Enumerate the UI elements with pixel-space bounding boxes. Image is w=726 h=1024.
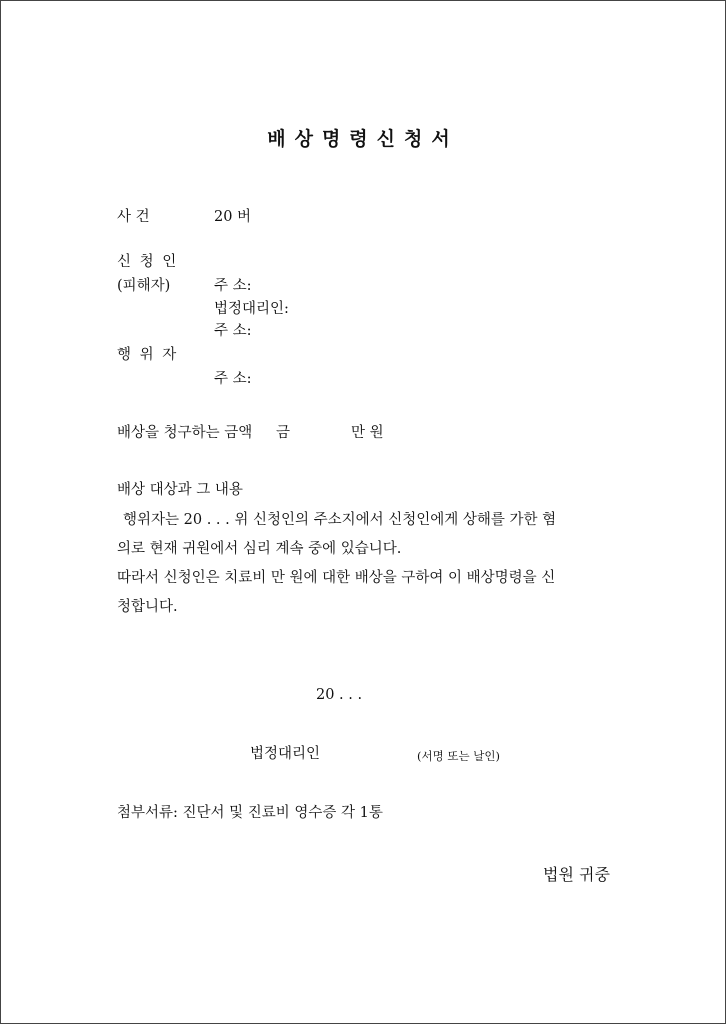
applicant-address-label: 주 소:: [214, 278, 252, 294]
subject-line-1: 행위자는 20 . . . 위 신청인의 주소지에서 신청인에게 상해를 가한 혐: [123, 512, 557, 528]
signature-label: 법정대리인: [250, 746, 321, 762]
claim-amount-prefix: 금: [276, 425, 291, 441]
court-recipient: 법원 귀중: [543, 865, 610, 884]
case-number: 20 버: [214, 209, 252, 225]
actor-address-label: 주 소:: [214, 371, 252, 387]
subject-line-2: 의로 현재 귀원에서 심리 계속 중에 있습니다.: [117, 541, 402, 557]
representative-address-label: 주 소:: [214, 323, 252, 339]
attachments-line: 첨부서류: 진단서 및 진료비 영수증 각 1통: [117, 805, 383, 821]
applicant-label: 신 청 인: [117, 254, 179, 270]
claim-amount-label: 배상을 청구하는 금액: [117, 425, 253, 441]
claim-amount-unit: 만 원: [351, 425, 384, 441]
signature-note: (서명 또는 날인): [417, 749, 500, 763]
legal-representative-label: 법정대리인:: [214, 301, 289, 317]
filing-date: 20 . . .: [316, 687, 363, 703]
subject-line-3: 따라서 신청인은 치료비 만 원에 대한 배상을 구하여 이 배상명령을 신: [117, 570, 556, 586]
applicant-role: (피해자): [117, 278, 171, 294]
subject-line-4: 청합니다.: [117, 599, 178, 615]
actor-label: 행 위 자: [117, 347, 179, 363]
case-label: 사 건: [117, 209, 150, 225]
subject-heading: 배상 대상과 그 내용: [117, 482, 243, 498]
document-title: 배상명령신청서: [267, 128, 459, 150]
